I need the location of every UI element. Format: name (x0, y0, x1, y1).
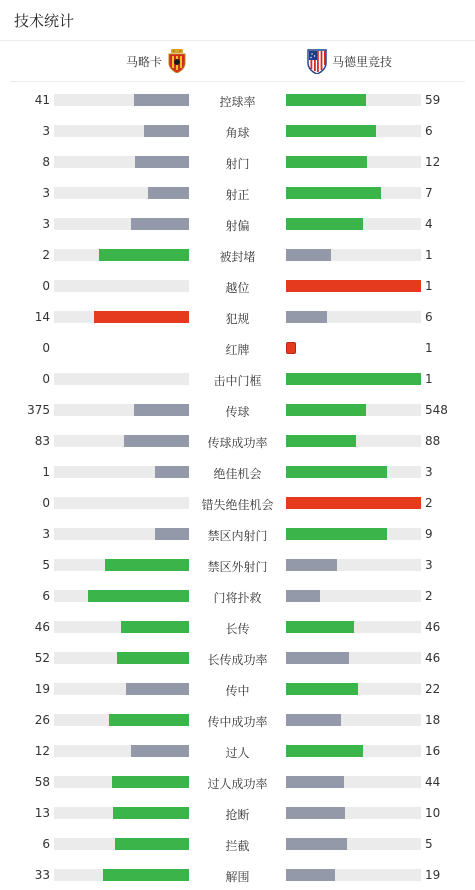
away-team-name: 马德里竞技 (332, 54, 393, 69)
home-value: 5 (42, 558, 50, 572)
away-bar (286, 559, 337, 571)
stat-label: 长传 (225, 622, 250, 636)
home-bar-track (54, 373, 189, 385)
stat-row (0, 766, 475, 797)
home-bar-track (54, 807, 189, 819)
home-value: 0 (42, 279, 50, 293)
home-bar-track (54, 94, 189, 106)
stat-row (0, 828, 475, 859)
stat-label: 传球 (225, 405, 250, 419)
away-bar-track (286, 714, 421, 726)
home-bar-track (54, 218, 189, 230)
home-bar (105, 559, 189, 571)
stat-label: 长传成功率 (207, 653, 268, 667)
stat-label: 角球 (225, 126, 250, 140)
page-title: 技术统计 (14, 11, 75, 30)
stat-label: 错失绝佳机会 (201, 498, 274, 512)
stat-row (0, 580, 475, 611)
home-bar-track (54, 652, 189, 664)
away-bar (286, 838, 347, 850)
stat-label: 传中 (225, 684, 250, 698)
home-value: 52 (34, 651, 50, 665)
stat-row (0, 425, 475, 456)
home-value: 3 (42, 124, 50, 138)
away-value: 3 (425, 465, 433, 479)
away-value: 1 (425, 279, 433, 293)
stat-label: 禁区外射门 (207, 560, 268, 574)
home-value: 12 (34, 744, 50, 758)
home-bar-track (54, 621, 189, 633)
away-value: 44 (425, 775, 441, 789)
away-bar-track (286, 466, 421, 478)
away-bar-track (286, 373, 421, 385)
home-value: 26 (34, 713, 50, 727)
away-bar (286, 590, 320, 602)
away-value: 10 (425, 806, 441, 820)
home-bar (88, 590, 189, 602)
section-header (0, 0, 475, 41)
away-bar (286, 187, 381, 199)
atletico-madrid-crest-icon (307, 49, 327, 74)
home-bar (126, 683, 189, 695)
stat-row (0, 549, 475, 580)
away-bar-track (286, 435, 421, 447)
away-value: 6 (425, 310, 433, 324)
home-bar (113, 807, 189, 819)
stat-row (0, 394, 475, 425)
stat-label: 击中门框 (213, 374, 262, 388)
away-bar (286, 683, 358, 695)
away-bar (286, 621, 354, 633)
home-bar (131, 218, 189, 230)
away-bar (286, 497, 421, 509)
stat-label: 射门 (225, 157, 250, 171)
stat-label: 传球成功率 (207, 436, 268, 450)
stat-row (0, 859, 475, 890)
stat-row (0, 270, 475, 301)
home-bar (155, 466, 189, 478)
red-card-icon (286, 342, 296, 354)
away-value: 2 (425, 496, 433, 510)
home-bar (121, 621, 189, 633)
away-bar-track (286, 838, 421, 850)
away-bar-track (286, 590, 421, 602)
home-bar-track (54, 404, 189, 416)
away-bar (286, 404, 366, 416)
away-bar-track (286, 652, 421, 664)
home-bar (148, 187, 189, 199)
stat-label: 控球率 (219, 95, 256, 109)
stat-row (0, 642, 475, 673)
home-value: 6 (42, 837, 50, 851)
stat-row (0, 673, 475, 704)
home-bar (134, 94, 189, 106)
home-bar-track (54, 187, 189, 199)
stat-row (0, 208, 475, 239)
away-value: 19 (425, 868, 441, 882)
home-bar (109, 714, 189, 726)
away-bar-track (286, 249, 421, 261)
away-value: 22 (425, 682, 441, 696)
stat-label: 被封堵 (219, 250, 256, 264)
away-bar-track (286, 156, 421, 168)
stat-row (0, 84, 475, 115)
away-bar-track (286, 869, 421, 881)
home-value: 83 (34, 434, 50, 448)
stat-label: 门将扑救 (213, 591, 262, 605)
away-bar-track (286, 342, 421, 354)
stat-label: 绝佳机会 (213, 467, 262, 481)
home-team[interactable] (10, 49, 192, 73)
stat-row (0, 735, 475, 766)
home-bar (134, 404, 189, 416)
stat-label: 过人成功率 (207, 777, 268, 791)
away-bar (286, 373, 421, 385)
home-value: 19 (34, 682, 50, 696)
home-value: 375 (27, 403, 50, 417)
home-bar (115, 838, 189, 850)
away-value: 1 (425, 372, 433, 386)
home-bar-track (54, 776, 189, 788)
home-bar-track (54, 125, 189, 137)
away-bar-track (286, 559, 421, 571)
home-team-name: 马略卡 (125, 54, 162, 69)
home-value: 1 (42, 465, 50, 479)
away-bar-track (286, 807, 421, 819)
home-value: 6 (42, 589, 50, 603)
stat-row (0, 146, 475, 177)
away-value: 59 (425, 93, 441, 107)
stat-label: 射正 (225, 188, 250, 202)
stat-label: 传中成功率 (207, 715, 268, 729)
away-bar (286, 745, 363, 757)
away-value: 46 (425, 651, 441, 665)
away-value: 1 (425, 341, 433, 355)
away-bar (286, 714, 341, 726)
home-value: 33 (34, 868, 50, 882)
stat-row (0, 611, 475, 642)
stat-label: 犯规 (225, 312, 250, 326)
away-bar-track (286, 125, 421, 137)
away-bar-track (286, 776, 421, 788)
home-bar-track (54, 714, 189, 726)
away-value: 2 (425, 589, 433, 603)
home-bar (99, 249, 189, 261)
stat-row (0, 332, 475, 363)
away-bar (286, 807, 345, 819)
away-value: 5 (425, 837, 433, 851)
away-value: 88 (425, 434, 441, 448)
away-value: 18 (425, 713, 441, 727)
away-bar (286, 528, 387, 540)
home-value: 41 (34, 93, 50, 107)
home-bar-track (54, 559, 189, 571)
away-bar-track (286, 497, 421, 509)
home-bar (144, 125, 189, 137)
home-bar-track (54, 311, 189, 323)
stat-row (0, 487, 475, 518)
home-bar-track (54, 745, 189, 757)
away-bar (286, 466, 387, 478)
home-value: 3 (42, 186, 50, 200)
stat-row (0, 177, 475, 208)
home-bar (135, 156, 189, 168)
away-bar (286, 125, 376, 137)
home-value: 0 (42, 372, 50, 386)
home-bar (117, 652, 189, 664)
home-bar-track (54, 838, 189, 850)
home-bar-track (54, 156, 189, 168)
home-value: 58 (34, 775, 50, 789)
home-bar (155, 528, 189, 540)
away-value: 7 (425, 186, 433, 200)
away-bar-track (286, 683, 421, 695)
home-bar-track (54, 435, 189, 447)
away-team[interactable] (302, 49, 392, 74)
away-bar-track (286, 187, 421, 199)
stat-label: 解围 (225, 870, 250, 884)
away-value: 6 (425, 124, 433, 138)
away-value: 3 (425, 558, 433, 572)
home-bar-track (54, 342, 189, 354)
away-bar (286, 280, 421, 292)
away-bar-track (286, 404, 421, 416)
away-value: 4 (425, 217, 433, 231)
stat-label: 禁区内射门 (207, 529, 268, 543)
home-value: 14 (34, 310, 50, 324)
away-value: 46 (425, 620, 441, 634)
stat-row (0, 518, 475, 549)
away-value: 548 (425, 403, 448, 417)
away-bar-track (286, 528, 421, 540)
home-bar (124, 435, 189, 447)
away-bar (286, 869, 335, 881)
stat-row (0, 456, 475, 487)
stat-label: 抢断 (225, 808, 250, 822)
away-bar (286, 311, 327, 323)
home-bar-track (54, 249, 189, 261)
stat-row (0, 301, 475, 332)
home-value: 2 (42, 248, 50, 262)
home-bar-track (54, 869, 189, 881)
home-value: 0 (42, 496, 50, 510)
away-bar-track (286, 621, 421, 633)
home-bar-track (54, 497, 189, 509)
away-bar-track (286, 745, 421, 757)
away-bar (286, 652, 349, 664)
home-value: 3 (42, 217, 50, 231)
home-bar (112, 776, 189, 788)
stat-label: 射偏 (225, 219, 250, 233)
home-value: 46 (34, 620, 50, 634)
away-bar (286, 435, 356, 447)
away-value: 1 (425, 248, 433, 262)
stat-row (0, 363, 475, 394)
away-value: 16 (425, 744, 441, 758)
away-bar-track (286, 94, 421, 106)
away-bar (286, 218, 363, 230)
away-value: 9 (425, 527, 433, 541)
teams-header (10, 41, 465, 82)
stat-label: 红牌 (225, 343, 250, 357)
away-bar-track (286, 218, 421, 230)
home-bar-track (54, 590, 189, 602)
stat-row (0, 797, 475, 828)
stat-label: 拦截 (225, 839, 250, 853)
home-bar (103, 869, 189, 881)
home-value: 13 (34, 806, 50, 820)
away-bar (286, 94, 366, 106)
home-bar (131, 745, 189, 757)
away-bar (286, 156, 367, 168)
away-value: 12 (425, 155, 441, 169)
mallorca-crest-icon (167, 49, 187, 73)
home-bar (94, 311, 189, 323)
stat-label: 过人 (225, 746, 250, 760)
stats-list (0, 82, 475, 890)
home-bar-track (54, 280, 189, 292)
home-bar-track (54, 466, 189, 478)
stat-row (0, 704, 475, 735)
away-bar (286, 776, 344, 788)
away-bar (286, 249, 331, 261)
away-bar-track (286, 280, 421, 292)
home-bar-track (54, 528, 189, 540)
stat-row (0, 239, 475, 270)
home-value: 3 (42, 527, 50, 541)
home-value: 0 (42, 341, 50, 355)
away-bar-track (286, 311, 421, 323)
stat-row (0, 115, 475, 146)
home-bar-track (54, 683, 189, 695)
home-value: 8 (42, 155, 50, 169)
stat-label: 越位 (225, 281, 250, 295)
